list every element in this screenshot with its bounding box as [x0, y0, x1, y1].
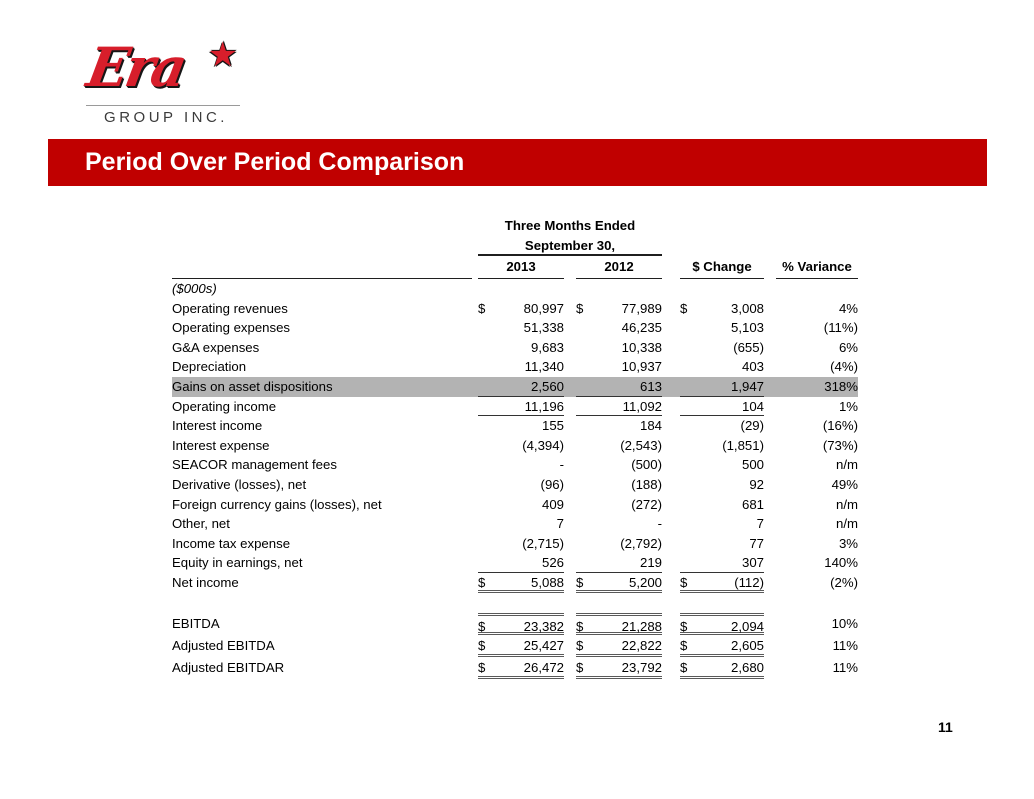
- dollar-sign: $: [478, 659, 486, 675]
- table-row: [172, 613, 858, 635]
- cell-v2013: [478, 514, 564, 534]
- cell-value: 3,008: [730, 300, 764, 316]
- cell-value: (188): [631, 476, 662, 492]
- cell-v2012: [576, 475, 662, 495]
- cell-variance: 11%: [832, 637, 858, 653]
- row-label: Net income: [172, 574, 239, 590]
- cell-value: 22,822: [621, 637, 662, 653]
- units-label: ($000s): [172, 281, 217, 296]
- logo-divider: [86, 105, 240, 106]
- cell-value: 681: [741, 496, 764, 512]
- cell-change: [680, 553, 764, 573]
- table-row: [172, 416, 858, 436]
- cell-value: 23,792: [621, 659, 662, 675]
- cell-change: [680, 455, 764, 475]
- cell-value: 2,094: [730, 618, 764, 634]
- cell-v2013: [478, 534, 564, 554]
- cell-v2012: [576, 495, 662, 515]
- dollar-sign: $: [576, 574, 584, 590]
- cell-v2012: [576, 318, 662, 338]
- cell-value: 23,382: [523, 618, 564, 634]
- cell-v2013: [478, 553, 564, 573]
- slide-title: Period Over Period Comparison: [85, 148, 465, 176]
- dollar-sign: $: [680, 618, 688, 634]
- table-row: [172, 455, 858, 475]
- cell-variance: (11%): [823, 320, 858, 336]
- era-wordmark: Era: [82, 35, 190, 99]
- cell-v2012: [576, 299, 662, 319]
- dollar-sign: $: [478, 574, 486, 590]
- row-label: Interest income: [172, 418, 263, 434]
- cell-change: [680, 299, 764, 319]
- row-label: Interest expense: [172, 437, 270, 453]
- row-label: G&A expenses: [172, 339, 260, 355]
- slide-title-bar: [48, 139, 987, 186]
- cell-value: 80,997: [523, 300, 564, 316]
- cell-value: -: [657, 516, 662, 532]
- col-header-2013: 2013: [478, 256, 564, 279]
- cell-v2012: [576, 534, 662, 554]
- units-row: [172, 279, 858, 299]
- cell-change: [680, 534, 764, 554]
- cell-v2013: [478, 573, 564, 593]
- cell-change: [680, 635, 764, 657]
- cell-value: (2,792): [620, 535, 662, 551]
- cell-value: 5,088: [530, 574, 564, 590]
- dollar-sign: $: [478, 300, 486, 316]
- cell-value: 9,683: [530, 339, 564, 355]
- cell-value: 5,103: [730, 320, 764, 336]
- cell-change: [680, 514, 764, 534]
- table-row: [172, 635, 858, 657]
- page-number: 11: [938, 719, 953, 735]
- cell-variance: (2%): [830, 574, 858, 590]
- cell-value: 11,196: [524, 398, 564, 414]
- cell-v2012: [576, 455, 662, 475]
- cell-v2012: [576, 377, 662, 397]
- table-row: [172, 397, 858, 417]
- table-row: [172, 534, 858, 554]
- cell-change: [680, 573, 764, 593]
- row-label: Adjusted EBITDA: [172, 637, 275, 653]
- table-row: [172, 573, 858, 593]
- cell-value: 51,338: [523, 320, 564, 336]
- cell-v2013: [478, 635, 564, 657]
- cell-change: [680, 495, 764, 515]
- cell-change: [680, 357, 764, 377]
- cell-v2013: [478, 377, 564, 397]
- column-header-row: [172, 256, 858, 279]
- table-row: [172, 299, 858, 319]
- cell-value: (655): [733, 339, 764, 355]
- cell-change: [680, 377, 764, 397]
- cell-value: 92: [749, 476, 764, 492]
- cell-value: 21,288: [621, 618, 662, 634]
- cell-variance: 11%: [832, 659, 858, 675]
- dollar-sign: $: [478, 618, 486, 634]
- cell-value: (112): [734, 574, 764, 590]
- dollar-sign: $: [680, 574, 688, 590]
- col-header-change: $ Change: [680, 256, 764, 279]
- cell-value: 184: [639, 418, 662, 434]
- cell-v2012: [576, 657, 662, 679]
- cell-value: 500: [741, 457, 764, 473]
- row-label: Gains on asset dispositions: [172, 378, 333, 394]
- cell-v2013: [478, 455, 564, 475]
- cell-v2013: [478, 436, 564, 456]
- row-label: SEACOR management fees: [172, 457, 337, 473]
- period-header-line2: September 30,: [478, 236, 662, 256]
- table-row: [172, 553, 858, 573]
- cell-value: (2,543): [620, 437, 662, 453]
- cell-variance: 3%: [838, 535, 858, 551]
- cell-value: 77: [749, 535, 764, 551]
- cell-change: [680, 657, 764, 679]
- cell-v2013: [478, 657, 564, 679]
- dollar-sign: $: [680, 637, 688, 653]
- cell-value: 1,947: [730, 378, 764, 394]
- row-label: Operating expenses: [172, 320, 291, 336]
- cell-v2013: [478, 613, 564, 635]
- row-label: Operating income: [172, 398, 277, 414]
- cell-v2013: [478, 338, 564, 358]
- table-row: [172, 436, 858, 456]
- cell-variance: (73%): [822, 437, 858, 453]
- dollar-sign: $: [680, 300, 688, 316]
- cell-value: (500): [631, 457, 662, 473]
- cell-value: 307: [741, 555, 764, 571]
- dollar-sign: $: [576, 637, 584, 653]
- cell-v2013: [478, 357, 564, 377]
- cell-change: [680, 436, 764, 456]
- cell-value: (272): [631, 496, 662, 512]
- era-logo-mark: [78, 30, 240, 104]
- table-row: [172, 657, 858, 679]
- row-label: Income tax expense: [172, 535, 291, 551]
- cell-v2012: [576, 573, 662, 593]
- row-label: Derivative (losses), net: [172, 476, 307, 492]
- cell-value: 26,472: [523, 659, 564, 675]
- cell-value: 2,560: [530, 378, 564, 394]
- cell-value: 155: [541, 418, 564, 434]
- dollar-sign: $: [576, 659, 584, 675]
- label-column-header: [172, 256, 472, 279]
- col-header-2012: 2012: [576, 256, 662, 279]
- cell-v2012: [576, 357, 662, 377]
- cell-change: [680, 397, 764, 417]
- financial-comparison-table: [172, 216, 858, 679]
- cell-v2013: [478, 397, 564, 417]
- cell-variance: 318%: [824, 378, 858, 394]
- cell-v2013: [478, 495, 564, 515]
- cell-variance: 10%: [831, 615, 858, 631]
- cell-value: -: [559, 457, 564, 473]
- cell-v2012: [576, 514, 662, 534]
- table-row: [172, 475, 858, 495]
- dollar-sign: $: [478, 637, 486, 653]
- table-row: [172, 495, 858, 515]
- cell-value: 46,235: [621, 320, 662, 336]
- cell-v2013: [478, 475, 564, 495]
- cell-value: 7: [756, 516, 764, 532]
- cell-value: 104: [741, 398, 764, 414]
- table-row: [172, 514, 858, 534]
- cell-v2013: [478, 416, 564, 436]
- cell-value: 25,427: [523, 637, 564, 653]
- cell-v2012: [576, 416, 662, 436]
- row-label: EBITDA: [172, 615, 220, 631]
- cell-value: 7: [556, 516, 564, 532]
- cell-value: 10,338: [621, 339, 662, 355]
- cell-value: 2,605: [730, 637, 764, 653]
- cell-variance: n/m: [836, 496, 858, 512]
- cell-variance: (16%): [822, 418, 858, 434]
- row-label: Other, net: [172, 516, 230, 532]
- cell-value: (2,715): [522, 535, 564, 551]
- cell-v2012: [576, 436, 662, 456]
- cell-value: 2,680: [730, 659, 764, 675]
- cell-value: (1,851): [722, 437, 764, 453]
- star-icon: ★: [207, 36, 238, 74]
- row-label: Operating revenues: [172, 300, 288, 316]
- logo-subtitle: GROUP INC.: [104, 109, 228, 126]
- row-label: Adjusted EBITDAR: [172, 659, 285, 675]
- cell-value: 409: [541, 496, 564, 512]
- table-row: [172, 318, 858, 338]
- cell-change: [680, 475, 764, 495]
- table-spacer-row: [172, 593, 858, 613]
- cell-value: (29): [740, 418, 764, 434]
- cell-value: 11,092: [622, 398, 662, 414]
- cell-value: 526: [541, 555, 564, 571]
- col-header-variance: % Variance: [776, 256, 858, 279]
- era-logo: [78, 30, 240, 126]
- cell-change: [680, 613, 764, 635]
- cell-variance: 6%: [838, 339, 858, 355]
- cell-variance: n/m: [836, 457, 858, 473]
- cell-variance: n/m: [836, 516, 858, 532]
- cell-value: 10,937: [621, 359, 662, 375]
- cell-variance: 140%: [824, 555, 858, 571]
- row-label: Foreign currency gains (losses), net: [172, 496, 382, 512]
- cell-v2012: [576, 397, 662, 417]
- row-label: Depreciation: [172, 359, 247, 375]
- cell-v2012: [576, 613, 662, 635]
- cell-variance: (4%): [830, 359, 858, 375]
- cell-change: [680, 416, 764, 436]
- dollar-sign: $: [576, 618, 584, 634]
- cell-v2012: [576, 553, 662, 573]
- cell-variance: 49%: [831, 476, 858, 492]
- dollar-sign: $: [576, 300, 584, 316]
- cell-v2012: [576, 338, 662, 358]
- cell-variance: 4%: [838, 300, 858, 316]
- row-label: Equity in earnings, net: [172, 555, 303, 571]
- table-body: [172, 299, 858, 679]
- table-row: [172, 338, 858, 358]
- table-row: [172, 377, 858, 397]
- cell-value: 11,340: [524, 359, 564, 375]
- table-row: [172, 357, 858, 377]
- cell-value: 403: [741, 359, 764, 375]
- cell-value: 5,200: [628, 574, 662, 590]
- dollar-sign: $: [680, 659, 688, 675]
- cell-v2013: [478, 318, 564, 338]
- cell-value: 77,989: [621, 300, 662, 316]
- cell-change: [680, 318, 764, 338]
- cell-value: (96): [540, 476, 564, 492]
- cell-v2013: [478, 299, 564, 319]
- cell-value: 613: [639, 378, 662, 394]
- cell-value: (4,394): [522, 437, 564, 453]
- cell-change: [680, 338, 764, 358]
- period-header-line1: Three Months Ended: [504, 218, 636, 233]
- cell-v2012: [576, 635, 662, 657]
- cell-value: 219: [639, 555, 662, 571]
- cell-variance: 1%: [838, 398, 858, 414]
